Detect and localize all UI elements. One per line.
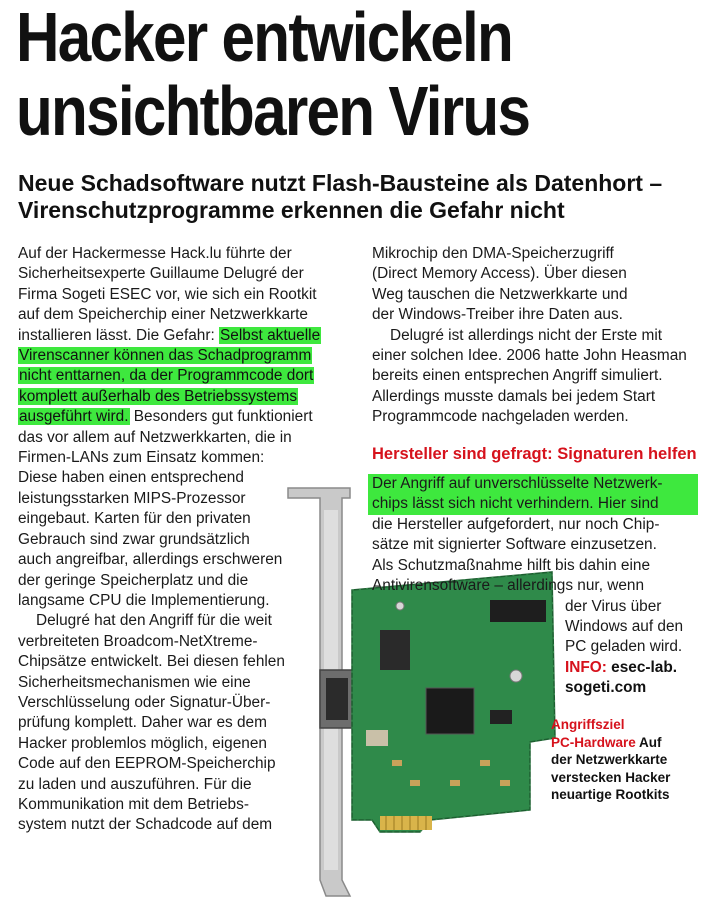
text-line: Gebrauch sind zwar grundsätzlich: [18, 530, 250, 548]
info-url-part-2: sogeti.com: [565, 679, 647, 697]
text-line: Windows auf den: [565, 617, 684, 635]
image-caption: [551, 716, 701, 804]
text-line: Weg tauschen die Netzwerkkarte und: [372, 285, 628, 303]
text-line: [18, 326, 348, 346]
article-right-column: [372, 244, 702, 699]
headline-line-2: unsichtbaren Virus: [16, 72, 530, 150]
caption-line: [551, 734, 701, 752]
text-line: bereits einen entsprechen Angriff simuliert.: [372, 367, 663, 385]
info-line: [565, 658, 702, 678]
text-line: prüfung komplett. Daher war es dem: [18, 714, 267, 732]
text-line: leistungsstarken MIPS-Prozessor: [18, 489, 246, 507]
highlighted-text: Selbst aktuelle: [220, 326, 321, 344]
text-line: Delugré ist allerdings nicht der Erste mit: [390, 326, 663, 344]
text-line: Sicherheitsexperte Guillaume Delugré der: [18, 265, 304, 283]
text-line: eingebaut. Karten für den privaten: [18, 510, 251, 528]
text-line: system nutzt der Schadcode auf dem: [18, 816, 273, 834]
section-heading-part-1: Hersteller sind gefragt:: [372, 444, 553, 463]
caption-line: verstecken Hacker: [551, 769, 671, 785]
headline-line-1: Hacker entwickeln: [16, 0, 513, 76]
text-line: der Windows-Treiber ihre Daten aus.: [372, 306, 623, 324]
info-url-part-1: esec-lab.: [606, 658, 678, 676]
highlighted-text: chips lässt sich nicht verhindern. Hier sind: [372, 495, 659, 513]
highlighted-line: [18, 346, 348, 366]
highlighted-text: nicht enttarnen, da der Programmcode dort: [19, 367, 314, 385]
text-line: Hacker problemlos möglich, eigenen: [18, 734, 267, 752]
highlighted-line: [18, 387, 348, 407]
text-line: Verschlüsselung oder Signatur-Über-: [18, 693, 271, 711]
text-line: langsame CPU die Implementierung.: [18, 591, 270, 609]
text-line: Als Schutzmaßnahme hilft bis dahin eine: [372, 556, 651, 574]
text-line: sätze mit signierter Software einzusetzen.: [372, 536, 657, 554]
caption-line: neuartige Rootkits: [551, 787, 670, 802]
text-line: verbreiteten Broadcom-NetXtreme-: [18, 632, 258, 650]
caption-title-2: PC-Hardware: [551, 734, 636, 750]
caption-line: der Netzwerkkarte: [551, 752, 668, 767]
text-line: Chipsätze entwickelt. Bei diesen fehlen: [18, 653, 285, 671]
highlighted-line: [18, 366, 348, 386]
text-line: Delugré hat den Angriff für die weit: [36, 612, 272, 630]
highlighted-text: komplett außerhalb des Betriebssystems: [19, 387, 298, 405]
text-line: zu laden und auszuführen. Für die: [18, 775, 252, 793]
text-line: die Hersteller aufgefordert, nur noch Chip-: [372, 515, 660, 533]
text-line: der Virus über: [565, 597, 662, 615]
text-line: Firma Sogeti ESEC vor, wie sich ein Rootkit: [18, 285, 317, 303]
text-line: Mikrochip den DMA-Speicherzugriff: [372, 245, 614, 262]
subheadline-line-2: Virenschutzprogramme erkennen die Gefahr nicht: [18, 197, 565, 223]
text-line: Kommunikation mit dem Betriebs-: [18, 795, 249, 813]
text-line: auf dem Speicherchip einer Netzwerkkarte: [18, 306, 308, 324]
text-line: Sicherheitsmechanismen wie eine: [18, 673, 251, 691]
caption-text-1: Auf: [635, 734, 662, 750]
text-line: das vor allem auf Netzwerkkarten, die in: [18, 428, 292, 446]
text-line: Allerdings musste damals bei jedem Start: [372, 387, 656, 405]
eeprom-chip: [490, 710, 512, 724]
highlighted-text: Virenscanner können das Schadprogramm: [19, 347, 312, 365]
text-line: Code auf den EEPROM-Speicherchip: [18, 755, 276, 773]
text-line: auch angreifbar, allerdings erschweren: [18, 551, 283, 569]
subheadline-line-1: Neue Schadsoftware nutzt Flash-Bausteine als Datenhort –: [18, 170, 663, 196]
subheadline: [18, 170, 698, 224]
text-line: einer solchen Idee. 2006 hatte John Heasman: [372, 347, 687, 365]
text-line: Firmen-LANs zum Einsatz kommen:: [18, 449, 265, 467]
text-line: Antivirensoftware – allerdings nur, wenn: [372, 577, 645, 595]
headline: [16, 0, 609, 148]
pcie-gold-contacts: [380, 816, 432, 830]
highlighted-paragraph: [368, 474, 698, 515]
section-heading-part-2: Signaturen helfen: [552, 444, 697, 463]
text-line: Diese haben einen entsprechend: [18, 469, 244, 487]
text-line: Programmcode nachgeladen werden.: [372, 408, 629, 426]
text-line: (Direct Memory Access). Über diesen: [372, 265, 627, 283]
text-line: der geringe Speicherplatz und die: [18, 571, 249, 589]
caption-title-1: Angriffsziel: [551, 717, 625, 732]
text-segment: installieren lässt. Die Gefahr:: [18, 326, 220, 344]
highlighted-text: ausgeführt wird.: [19, 408, 129, 426]
pci-bracket: [288, 488, 354, 896]
text-segment: Besonders gut funktioniert: [129, 408, 313, 426]
text-line: PC geladen wird.: [565, 638, 683, 656]
info-label: INFO:: [565, 658, 607, 676]
section-heading: [372, 444, 702, 464]
text-line: [18, 407, 348, 427]
highlighted-text: Der Angriff auf unverschlüsselte Netzwerk-: [372, 475, 663, 493]
text-line: Auf der Hackermesse Hack.lu führte der: [18, 245, 292, 262]
